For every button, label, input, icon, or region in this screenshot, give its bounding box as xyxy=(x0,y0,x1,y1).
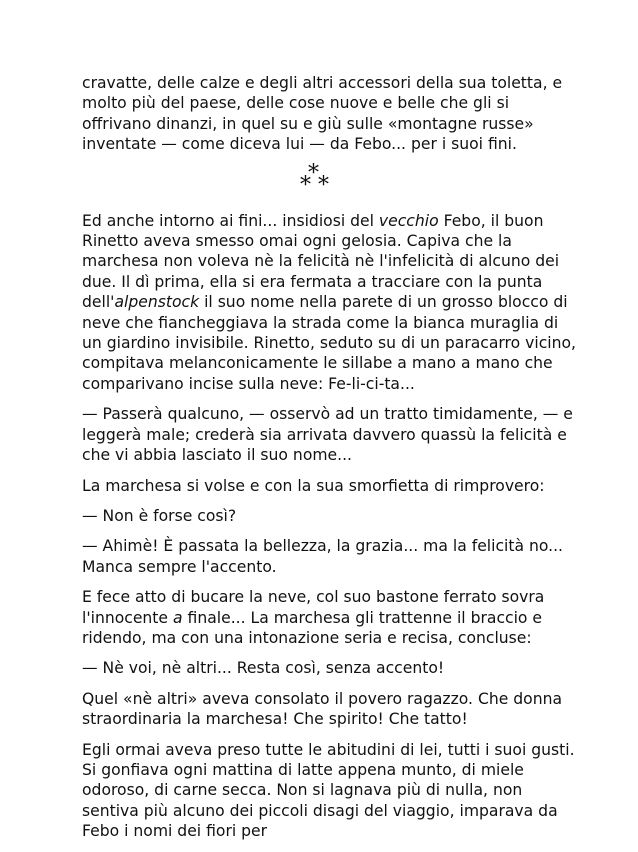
paragraph-2 xyxy=(82,211,582,395)
paragraph-7-part-a: E fece atto di bucare la neve, col suo bastone ferrato sovra l'innocente xyxy=(82,588,545,627)
paragraph-2-part-b: Febo, il buon Rinetto aveva smesso omai ogni gelosia. Capiva che la marchesa non voleva nè la felicità nè l'infelicità di alcuno dei due. Il dì prima, ella si era fermata a tracciare con la punta dell' xyxy=(82,211,560,312)
emphasis-a: a xyxy=(172,608,183,627)
paragraph-1: cravatte, delle calze e degli altri accessori della sua toletta, e molto più del paese, delle cose nuove e belle che gli si offrivano dinanzi, in quel su e giù sulle «montagne russe» inventate — come diceva lui — da Febo... per i suoi fini. xyxy=(82,74,563,154)
paragraph-4: La marchesa si volse e con la sua smorfietta di rimprovero: xyxy=(82,476,545,495)
paragraph-2-part-c: il suo nome nella parete di un grosso blocco di neve che fiancheggiava la strada come la bianca muraglia di un giardino invisibile. Rinetto, seduto su di un paracarro vicino, compitava melanconicamente le sillabe a mano a mano che comparivano incise sulla neve: Fe-li-ci-ta... xyxy=(82,293,576,393)
section-separator-asterism xyxy=(82,155,582,211)
emphasis-alpenstock: alpenstock xyxy=(114,293,200,312)
paragraph-8: — Nè voi, nè altri... Resta così, senza accento! xyxy=(82,659,445,678)
paragraph-2-part-a: Ed anche intorno ai fini... insidiosi del xyxy=(82,211,379,230)
separator-star-top: * xyxy=(308,160,319,186)
document-page xyxy=(82,73,582,852)
paragraph-7-part-b: finale... La marchesa gli trattenne il braccio e ridendo, ma con una intonazione seria e recisa, concluse: xyxy=(82,608,543,647)
paragraph-3: — Passerà qualcuno, — osservò ad un tratto timidamente, — e leggerà male; crederà sia arrivata davvero quassù la felicità e che vi abbia lasciato il suo nome... xyxy=(82,405,573,465)
separator-star-left: * xyxy=(300,172,311,198)
separator-star-right: * xyxy=(318,172,329,198)
paragraph-6: — Ahimè! È passata la bellezza, la grazia... ma la felicità no... Manca sempre l'accento. xyxy=(82,537,564,576)
paragraph-5: — Non è forse così? xyxy=(82,506,237,525)
emphasis-vecchio: vecchio xyxy=(378,211,439,230)
paragraph-7 xyxy=(82,587,582,648)
paragraph-10: Egli ormai aveva preso tutte le abitudini di lei, tutti i suoi gusti. Si gonfiava ogni mattina di latte appena munto, di miele odoroso, di carne secca. Non si lagnava più di nulla, non sentiva più alcuno dei piccoli disagi del viaggio, imparava da Febo i nomi dei fiori per xyxy=(82,740,575,841)
paragraph-9: Quel «nè altri» aveva consolato il povero ragazzo. Che donna straordinaria la marchesa! Che spirito! Che tatto! xyxy=(82,689,563,729)
